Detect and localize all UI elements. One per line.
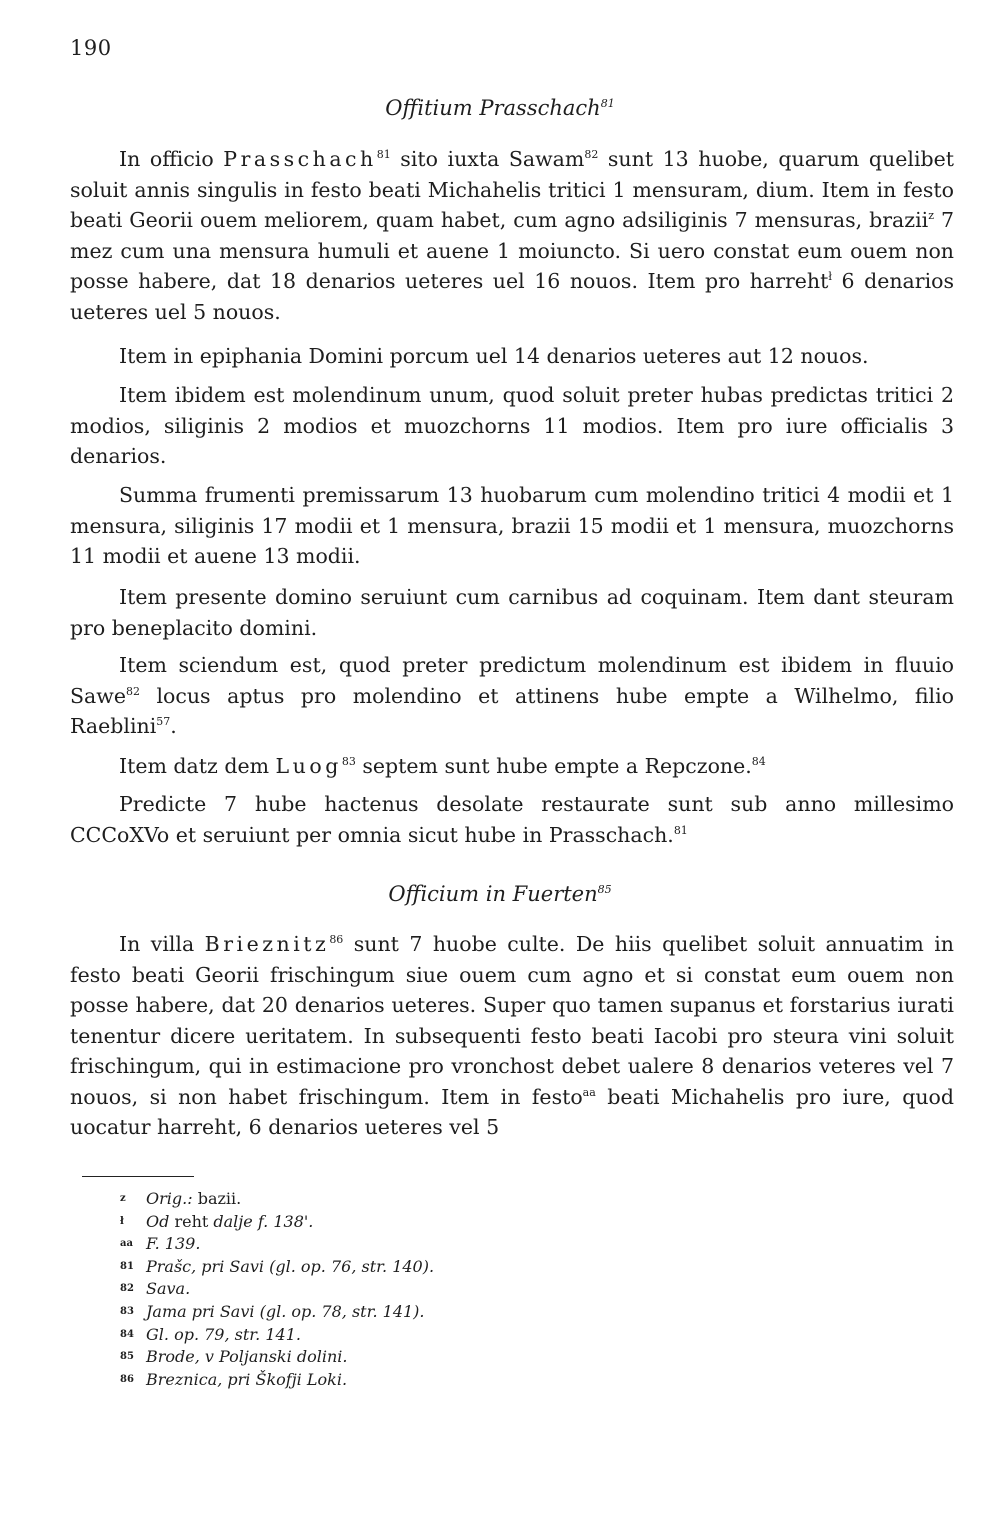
note-ref: 86 <box>329 933 344 947</box>
para-text: sunt 13 huobe, quarum quelibet soluit annis singulis in festo beati Michahelis tritici 1 mensuram, dium. Item in festo beati Georii ouem meliorem, quam habet, cum agno adsiliginis 7 mensuras, brazii <box>70 147 954 232</box>
place-name: Brieznitz <box>204 932 330 956</box>
footnote-text: reht <box>174 1211 209 1231</box>
para-text: Item datz dem <box>119 754 276 778</box>
footnote <box>120 1211 820 1234</box>
footnote-divider <box>82 1176 194 1177</box>
footnote-mark: 82 <box>120 1283 134 1295</box>
para-text: sunt 7 huobe culte. De hiis quelibet soluit annuatim in festo beati Georii frischingum siue ouem cum agno et si constat eum ouem non posse habere, dat 20 denarios ueteres. Super quo tamen supanus et forstarius iurati tenentur dicere ueritatem. In subsequenti festo beati Iacobi pro steura vini soluit frischingum, qui in estimacione pro vronchost debet ualere 8 denarios veteres vel 7 nouos, si non habet frischingum. Item in festo <box>70 932 954 1109</box>
section-title-note: 85 <box>597 883 612 896</box>
note-ref: 81 <box>673 823 688 837</box>
para-text: Item sciendum est, quod preter predictum molendinum est ibidem in fluuio Sawe <box>70 653 954 708</box>
footnote-text: Prašc, pri Savi (gl. op. 76, str. 140). <box>146 1256 435 1276</box>
footnote-text: dalje f. 138'. <box>208 1211 314 1231</box>
footnote-text: Sava. <box>146 1279 191 1299</box>
note-ref: 84 <box>751 755 766 769</box>
note-ref: z <box>928 209 934 223</box>
footnote <box>120 1233 820 1256</box>
footnote <box>120 1278 820 1301</box>
note-ref: ł <box>828 270 832 284</box>
footnote-text: Gl. op. 79, str. 141. <box>146 1324 301 1344</box>
place-name: Luog <box>275 754 342 778</box>
para-text: In officio <box>119 147 224 171</box>
note-ref: 82 <box>584 148 599 162</box>
footnotes <box>120 1188 820 1391</box>
footnote-mark: 83 <box>120 1305 134 1317</box>
footnote-mark: 81 <box>120 1260 134 1272</box>
footnote <box>120 1256 820 1279</box>
note-ref: aa <box>582 1085 596 1099</box>
footnote-mark: 85 <box>120 1351 134 1363</box>
para-text: sito iuxta Sawam <box>390 147 585 171</box>
footnote-mark: ł <box>120 1215 124 1227</box>
section-title-text: Officium in Fuerten <box>388 882 598 906</box>
paragraph: Summa frumenti premissarum 13 huobarum cum molendino tritici 4 modii et 1 mensura, siliginis 17 modii et 1 mensura, brazii 15 modii et 1 mensura, muozchorns 11 modii et auene 13 modii. <box>70 483 954 568</box>
note-ref: 82 <box>125 684 140 698</box>
para-text: Predicte 7 hube hactenus desolate restaurate sunt sub anno millesimo CCCoXVo et seruiunt per omnia sicut hube in Prasschach. <box>70 792 954 847</box>
section-title-text: Offitium Prasschach <box>385 96 601 120</box>
section-title-note: 81 <box>600 97 615 110</box>
note-ref: 83 <box>341 755 356 769</box>
para-text: . <box>170 714 177 738</box>
footnote <box>120 1346 820 1369</box>
footnote-mark: z <box>120 1193 126 1204</box>
note-ref: 57 <box>156 715 171 729</box>
footnote-mark: 84 <box>120 1328 134 1340</box>
paragraph <box>70 144 954 327</box>
para-text: In villa <box>119 932 205 956</box>
note-ref: 81 <box>376 148 391 162</box>
footnote-text: bazii. <box>192 1189 242 1208</box>
footnote-mark: 86 <box>120 1373 134 1385</box>
para-text: 7 mez cum una mensura humuli et auene 1 moiuncto. Si uero constat eum ouem non posse habere, dat 18 denarios ueteres uel 16 nouos. Item pro harreht <box>70 208 955 293</box>
para-text: beati Michahelis pro iure, quod uocatur harreht, 6 denarios ueteres vel 5 <box>70 1084 954 1139</box>
paragraph <box>70 789 954 850</box>
footnote-text: F. 139. <box>146 1234 201 1254</box>
paragraph <box>70 929 954 1143</box>
section-title-prasschach <box>0 96 1000 120</box>
footnote-text: Orig.: <box>146 1189 193 1208</box>
footnote <box>120 1324 820 1347</box>
paragraph <box>70 751 954 782</box>
footnote-text: Breznica, pri Škofji Loki. <box>146 1369 348 1389</box>
footnote-text: Jama pri Savi (gl. op. 78, str. 141). <box>146 1301 425 1321</box>
footnote <box>120 1369 820 1392</box>
footnote-mark: aa <box>120 1238 133 1250</box>
para-text: 6 denarios ueteres uel 5 nouos. <box>70 269 954 324</box>
paragraph: Item presente domino seruiunt cum carnibus ad coquinam. Item dant steuram pro beneplacito domini. <box>70 585 954 640</box>
paragraph: Item ibidem est molendinum unum, quod soluit preter hubas predictas tritici 2 modios, siliginis 2 modios et muozchorns 11 modios. Item pro iure officialis 3 denarios. <box>70 383 954 468</box>
footnote-text: Od <box>146 1211 175 1231</box>
footnote <box>120 1188 820 1211</box>
footnote <box>120 1301 820 1324</box>
paragraph <box>70 650 954 742</box>
page-number: 190 <box>70 36 112 60</box>
para-text: septem sunt hube empte a Repczone. <box>355 754 752 778</box>
section-title-fuerten <box>0 882 1000 906</box>
place-name: Prasschach <box>223 147 377 171</box>
paragraph: Item in epiphania Domini porcum uel 14 denarios ueteres aut 12 nouos. <box>119 344 869 368</box>
para-text: locus aptus pro molendino et attinens hube empte a Wilhelmo, filio Raeblini <box>70 683 954 738</box>
footnote-text: Brode, v Poljanski dolini. <box>146 1347 348 1367</box>
